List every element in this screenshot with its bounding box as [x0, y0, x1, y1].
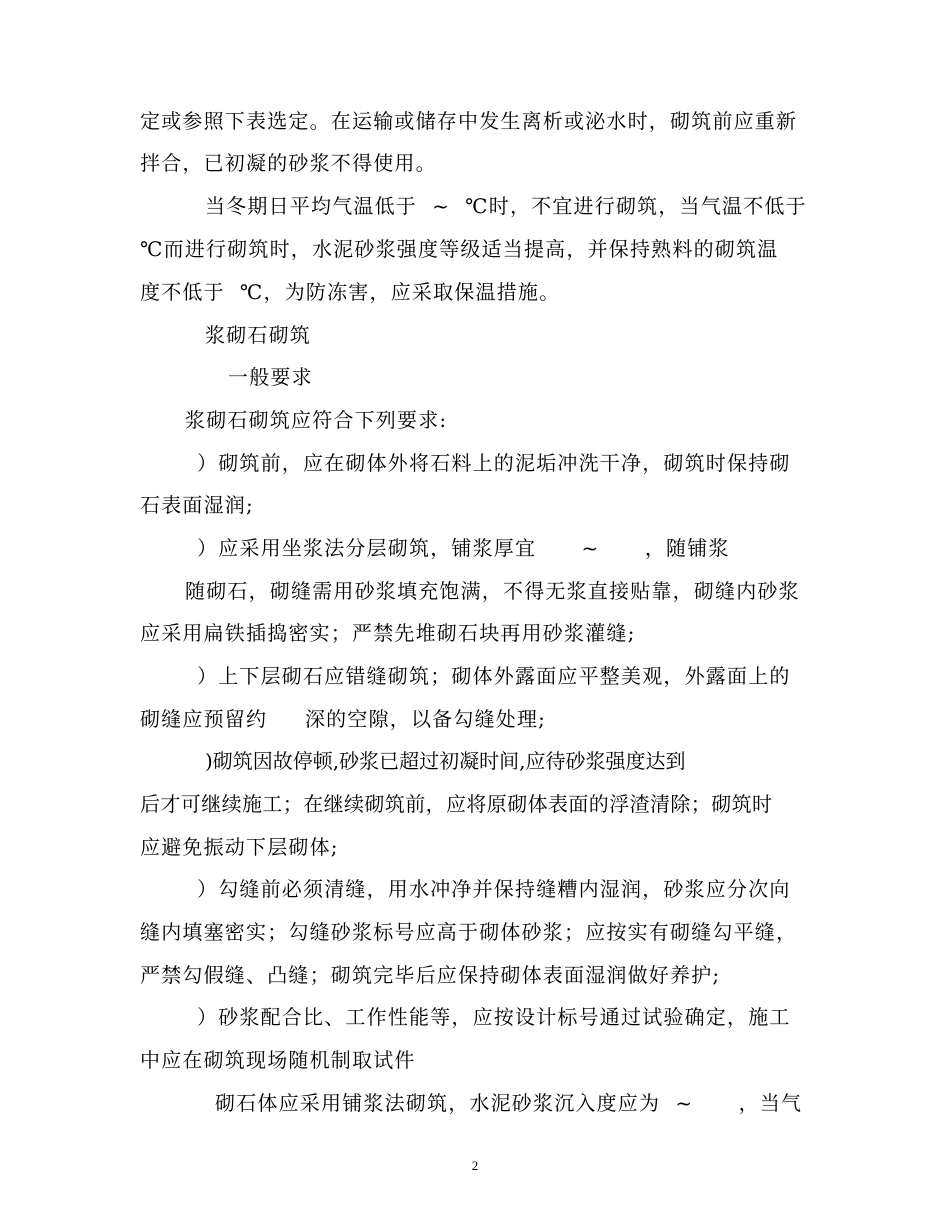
list-item-line: )砌筑因故停顿,砂浆已超过初凝时间,应待砂浆强度达到	[205, 749, 686, 773]
list-item-line: ）上下层砌石应错缝砌筑；砌体外露面应平整美观，外露面上的	[197, 664, 791, 688]
text-line: 缝内填塞密实；勾缝砂浆标号应高于砌体砂浆；应按实有砌缝勾平缝，	[140, 920, 798, 944]
text-line: 应采用扁铁插捣密实；严禁先堆砌石块再用砂浆灌缝;	[140, 621, 636, 645]
text-line: 度不低于 ℃，为防冻害，应采取保温措施。	[140, 280, 561, 304]
list-item-line: ）砌筑前，应在砌体外将石料上的泥垢冲洗干净，砌筑时保持砌	[197, 451, 791, 475]
page-number: 2	[471, 1158, 479, 1173]
section-heading: 浆砌石砌筑	[205, 323, 311, 347]
list-item-line: ）应采用坐浆法分层砌筑，铺浆厚宜 ~ ，随铺浆	[197, 536, 730, 560]
text-line: 严禁勾假缝、凸缝；砌筑完毕后应保持砌体表面湿润做好养护;	[140, 963, 721, 987]
text-line: 后才可继续施工；在继续砌筑前，应将原砌体表面的浮渣清除；砌筑时	[140, 792, 773, 816]
text-line: 中应在砌筑现场随机制取试件	[140, 1048, 416, 1072]
subsection-heading: 一般要求	[228, 365, 313, 389]
text-line: 石表面湿润;	[140, 493, 254, 517]
text-line: 砌缝应预留约 深的空隙，以备勾缝处理;	[140, 707, 547, 731]
text-line: 浆砌石砌筑应符合下列要求:	[185, 408, 448, 432]
text-line: 拌合，已初凝的砂浆不得使用。	[140, 151, 437, 175]
text-line: ℃而进行砌筑时，水泥砂浆强度等级适当提高，并保持熟料的砌筑温	[140, 237, 779, 261]
text-line: 定或参照下表选定。在运输或储存中发生离析或泌水时，砌筑前应重新	[140, 109, 798, 133]
text-line: 应避免振动下层砌体;	[140, 835, 339, 859]
text-line: 随砌石，砌缝需用砂浆填充饱满，不得无浆直接贴靠，砌缝内砂浆	[185, 579, 800, 603]
list-item-line: ）勾缝前必须清缝，用水冲净并保持缝糟内湿润，砂浆应分次向	[197, 877, 791, 901]
text-line: 砌石体应采用铺浆法砌筑，水泥砂浆沉入度应为 ~ ，当气	[215, 1091, 803, 1115]
list-item-line: ）砂浆配合比、工作性能等，应按设计标号通过试验确定，施工	[197, 1005, 791, 1029]
text-line: 当冬期日平均气温低于 ~ ℃时，不宜进行砌筑，当气温不低于	[205, 194, 807, 218]
